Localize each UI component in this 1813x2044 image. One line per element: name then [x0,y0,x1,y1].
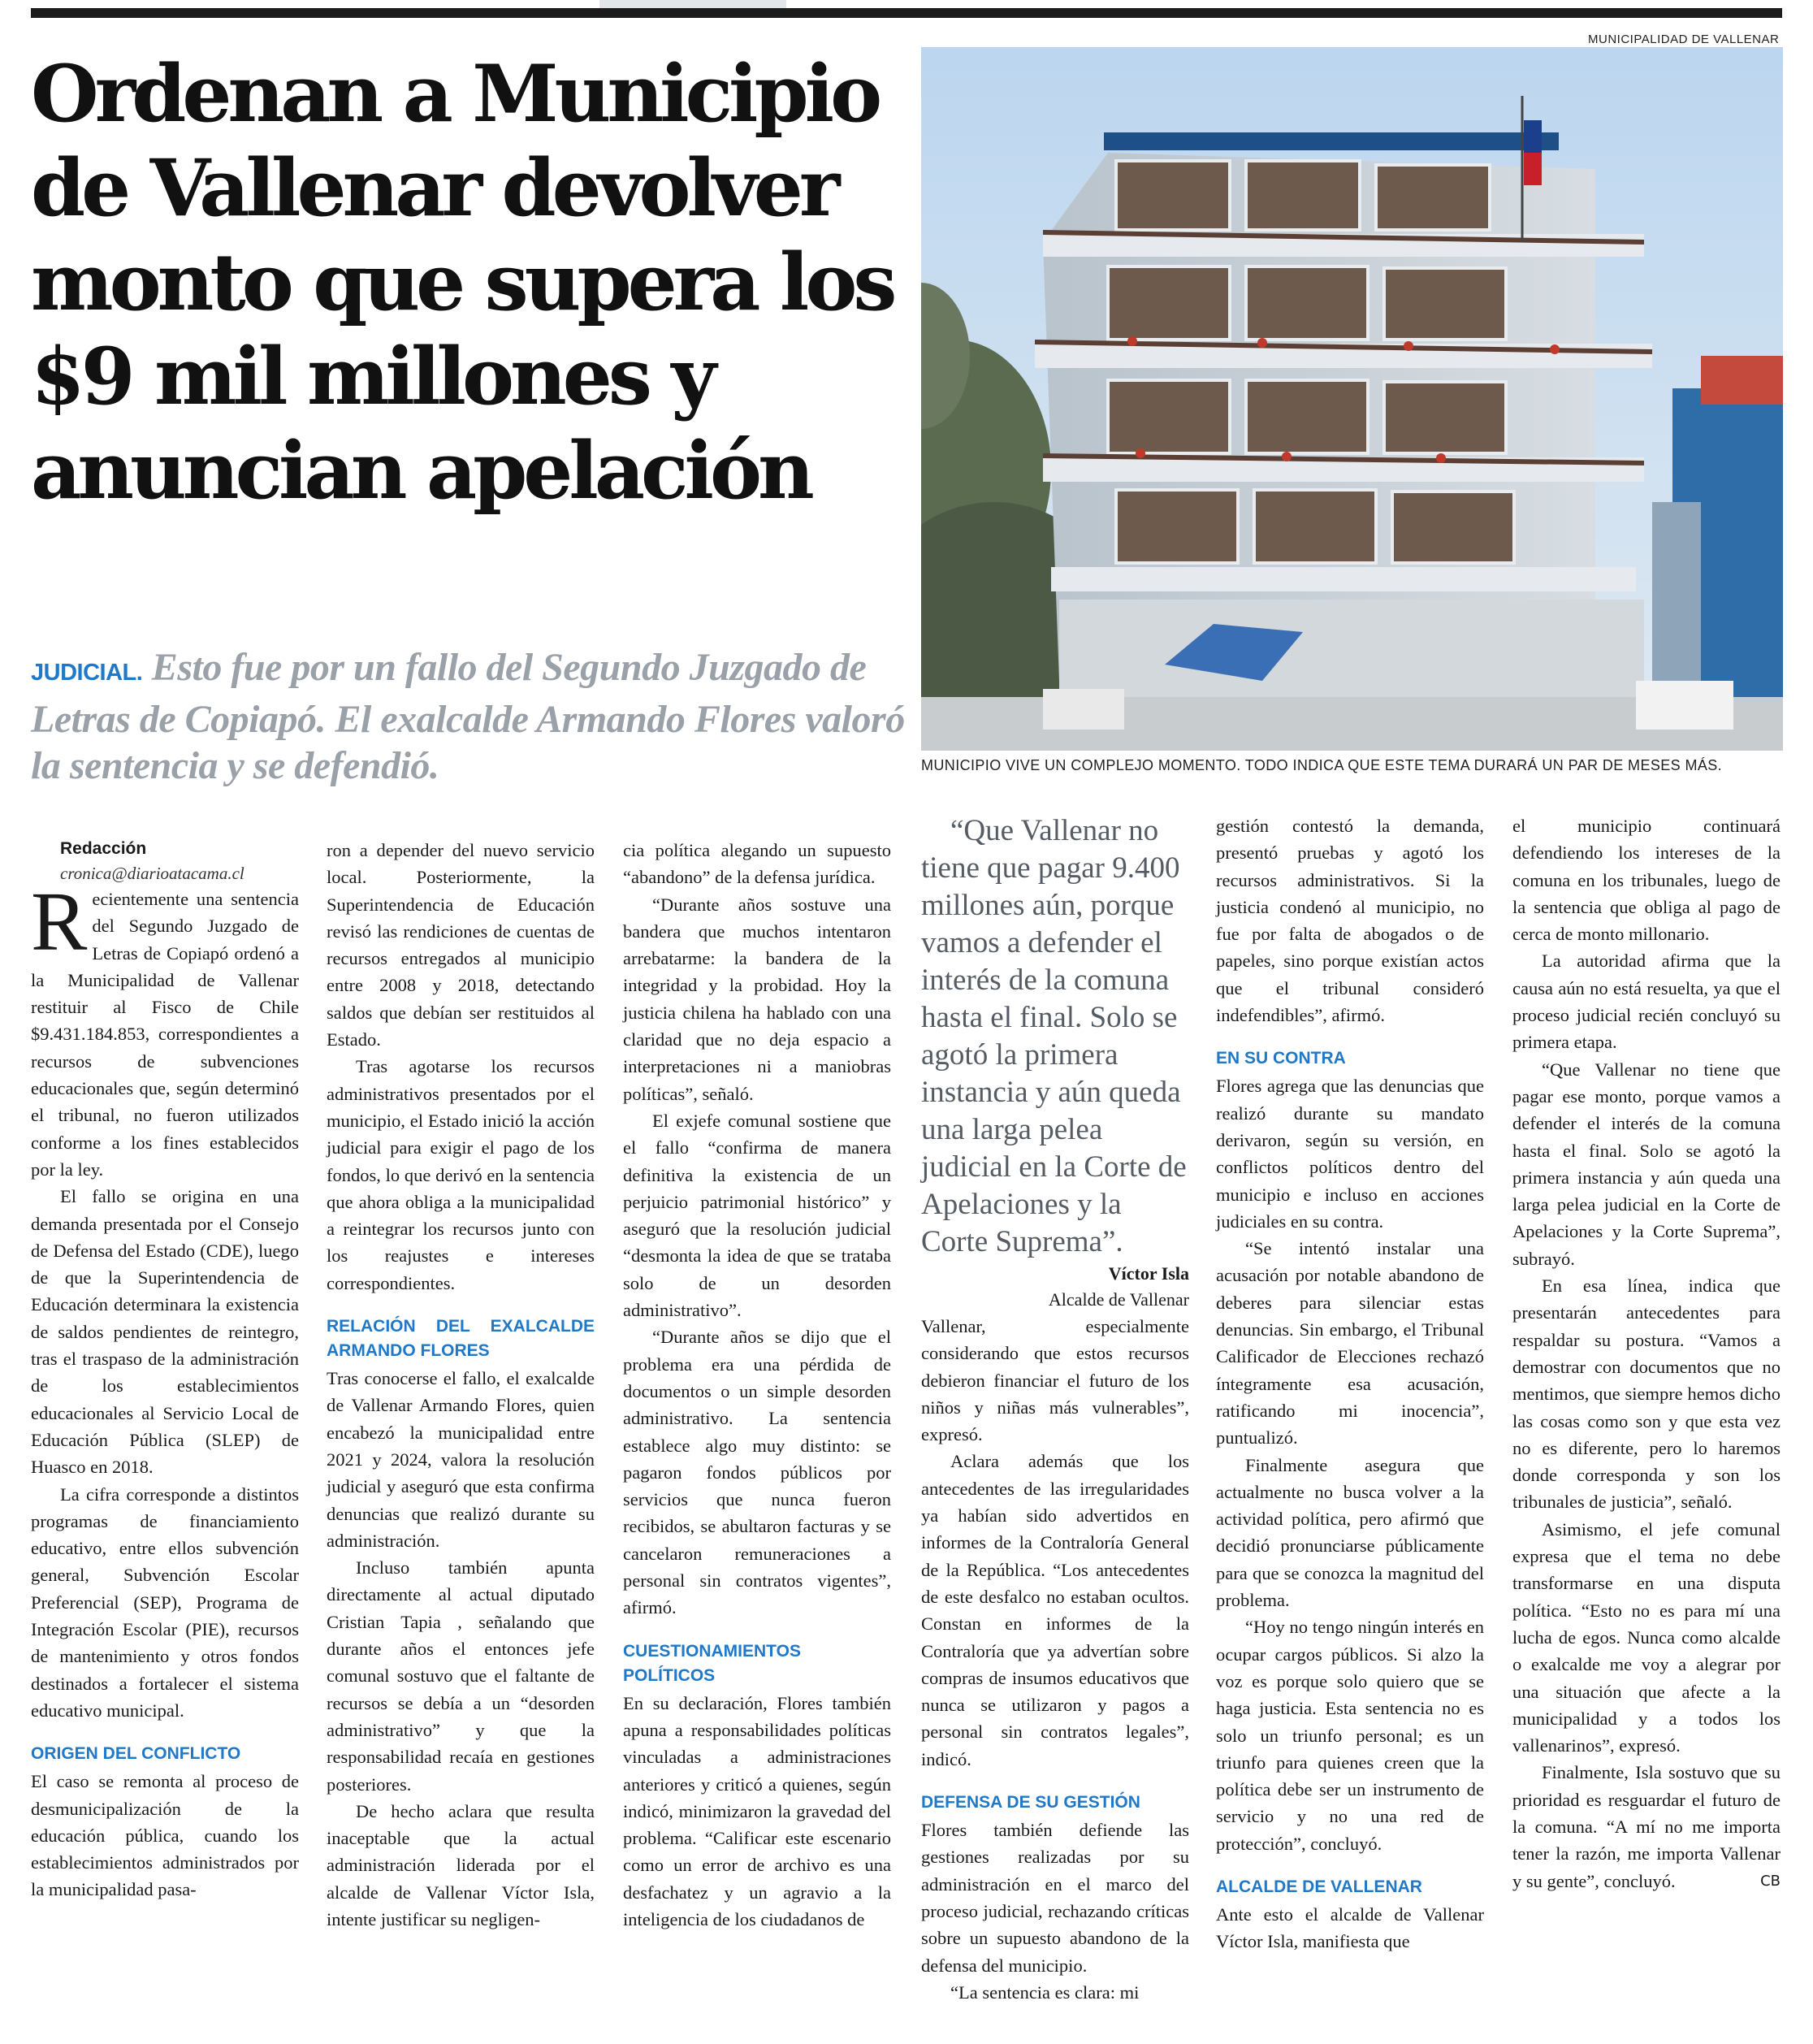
paragraph: El caso se remonta al proceso de desmunicipalización de la educación pública, cuando los establecimientos administrados por la municipalidad pasa- [31,1771,299,1900]
paragraph: Finalmente asegura que actualmente no busca volver a la actividad política, pero afirmó que decidió pronunciarse públicamente para que se conozca la magnitud del problema. [1216,1454,1484,1611]
byline-email: cronica@diarioatacama.cl [60,864,244,883]
subhead-en-su-contra: EN SU CONTRA [1216,1049,1346,1068]
photo-credit: MUNICIPALIDAD DE VALLENAR [1588,32,1780,46]
masthead-strip [599,0,786,8]
paragraph: ron a depender del nuevo servicio local. Posteriormente, la Superintendencia de Educación revisó las rendiciones de cuentas de recursos entregados al municipio entre 2008 y 2018, detectando saldos que debían ser restituidos al Estado. [327,840,595,1050]
paragraph: Vallenar, especialmente considerando que estos recursos debieron financiar el futuro de los niños y niñas más vulnerables”, expresó. [921,1316,1189,1445]
paragraph: “Que Vallenar no tiene que pagar ese monto, porque vamos a defender el interés de la comuna hasta el final. Solo se agotó la primera instancia y aún queda una larga pelea judicial en la Corte de Apelaciones y la Corte Suprema”, subrayó. [1512,1059,1781,1269]
top-rule [31,8,1782,18]
paragraph: “La sentencia es clara: mi [950,1981,1140,2003]
paragraph: El fallo se origina en una demanda presentada por el Consejo de Defensa del Estado (CDE), luego de que la Superintendencia de Educación determinara la existencia de saldos pendientes de reintegro, tras el traspaso de la administración de los establecimientos educacionales al Servicio Local de Educación Pública (SLEP) de Huasco en 2018. [31,1186,299,1478]
lead-paragraph: Recientemente una sentencia del Segundo Juzgado de Letras de Copiapó ordenó a la Municipalidad de Vallenar restituir al Fisco de Chile $9.431.184.853, correspondientes a recursos de subvenciones educacionales que, según determinó el tribunal, no fueron utilizados conforme a los fines establecidos por la ley. [31,875,299,1180]
pull-quote-role: Alcalde de Vallenar [1048,1289,1189,1310]
paragraph: Flores agrega que las denuncias que realizó durante su mandato derivaron, según su versión, en conflictos políticos dentro del municipio e incluso en acciones judiciales en su contra. [1216,1076,1484,1232]
paragraph: “Se intentó instalar una acusación por notable abandono de deberes para silenciar estas denuncias. Sin embargo, el Tribunal Calificador de Elecciones rechazó íntegramente esa acusación, ratificando mi inocencia”, puntualizó. [1216,1238,1484,1449]
paragraph: Aclara además que los antecedentes de las irregularidades ya habían sido advertidos en informes de la Contraloría General de la República. “Los antecedentes de este desfalco no estaban ocultos. Constan en informes de la Contraloría que ya advertían sobre compras de insumos educativos que nunca se utilizaron y pagos a personal sin contratos legales”, indicó. [921,1451,1189,1769]
paragraph: Ante esto el alcalde de Vallenar Víctor Isla, manifiesta que [1216,1903,1484,1952]
deck-kicker: JUDICIAL. [31,660,143,686]
paragraph: El exjefe comunal sostiene que el fallo “confirma de manera definitiva la existencia de un perjuicio patrimonial histórico” y aseguró que la resolución judicial “desmonta la idea de que se trataba solo de un desorden administrativo”. [623,1110,891,1321]
paragraph: Tras agotarse los recursos administrativos presentados por el municipio, el Estado inició la acción judicial para exigir el pago de los fondos, lo que derivó en la sentencia que ahora obliga a la municipalidad a reintegrar los recursos junto con los reajustes e intereses correspondientes. [327,1056,595,1293]
article-column-4 [921,812,1189,2006]
paragraph: “Durante años se dijo que el problema era una pérdida de documentos o un simple desorden administrativo. La sentencia establece algo muy distinto: se pagaron fondos públicos por servicios que nunca fueron recibidos, se abultaron facturas y se cancelaron remuneraciones a personal sin contratos vigentes”, afirmó. [623,1327,891,1618]
article-column-1 [31,837,299,1903]
municipal-building-photo [921,47,1783,751]
subhead-alcalde: ALCALDE DE VALLENAR [1216,1877,1422,1896]
paragraph: Flores también defiende las gestiones realizadas por su administración en el marco del proceso judicial, rechazando críticas sobre un supuesto abandono de la defensa del municipio. [921,1820,1189,1976]
photo-caption: MUNICIPIO VIVE UN COMPLEJO MOMENTO. TODO INDICA QUE ESTE TEMA DURARÁ UN PAR DE MESES MÁS. [921,757,1723,773]
paragraph: cia política alegando un supuesto “abandono” de la defensa jurídica. [623,840,891,888]
paragraph: En su declaración, Flores también apuna a responsabilidades políticas vinculadas a administraciones anteriores y criticó a quienes, según indicó, minimizaron la gravedad del problema. “Calificar este escenario como un error de archivo es una desfachatez y un agravio a la inteligencia de los ciudadanos de [623,1692,891,1929]
paragraph: Incluso también apunta directamente al actual diputado Cristian Tapia , señalando que durante años el entonces jefe comunal sostuvo que el faltante de recursos se debía a un “desorden administrativo” y que la responsabilidad recaía en gestiones posteriores. [327,1557,595,1795]
paragraph: “Hoy no tengo ningún interés en ocupar cargos públicos. Si alzo la voz es porque solo quiero que se haga justicia. Esta sentencia no es solo un triunfo personal; es un triunfo para quienes creen que la política debe ser un instrumento de servicio y no una red de protección”, concluyó. [1216,1617,1484,1854]
pull-quote-name: Víctor Isla [1108,1263,1189,1284]
deck [31,644,908,789]
paragraph: gestión contestó la demanda, presentó pruebas y agotó los recursos administrativos. Si la justicia condenó al municipio, no fue por falta de abogados o de papeles, sino porque existían actos que el tribunal consideró indefendibles”, afirmó. [1216,816,1484,1026]
pull-quote: “Que Vallenar no tiene que pagar 9.400 millones aún, porque vamos a defender el interés de la comuna hasta el final. Solo se agotó la primera instancia y aún queda una larga pelea judicial en la Corte de Apelaciones y la Corte Suprema”. [921,814,1187,1258]
subhead-defensa: DEFENSA DE SU GESTIÓN [921,1793,1140,1812]
end-mark: CB [1760,1872,1781,1890]
article-column-5 [1216,812,1484,1955]
paragraph: Tras conocerse el fallo, el exalcalde de Vallenar Armando Flores, quien encabezó la municipalidad entre 2021 y 2024, valora la resolución judicial y aseguró que esta confirma denuncias que realizó durante su administración. [327,1368,595,1551]
paragraph: Finalmente, Isla sostuvo que su prioridad es resguardar el futuro de la comuna. “A mí no me importa tener la razón, me importa Vallenar y su gente”, concluyó. CB [1512,1759,1781,1894]
article-column-3 [623,837,891,1933]
paragraph: De hecho aclara que resulta inaceptable que la actual administración liderada por el alcalde de Vallenar Víctor Isla, intente justificar su negligen- [327,1800,595,1929]
paragraph: “Durante años sostuve una bandera que muchos intentaron arrebatarme: la bandera de la integridad y la probidad. Hoy la justicia chilena ha hablado con una claridad que no deja espacio a interpretaciones ni a maniobras políticas”, señaló. [623,894,891,1104]
paragraph: La cifra corresponde a distintos programas de financiamiento educativo, entre ellos subvención general, Subvención Escolar Preferencial (SEP), Programa de Integración Escolar (PIE), recursos de mantenimiento y otros fondos destinados a fortalecer el sistema educativo municipal. [31,1483,299,1721]
article-column-2 [327,837,595,1933]
drop-cap: R [31,875,88,968]
paragraph: La autoridad afirma que la causa aún no está resuelta, ya que el proceso judicial recién concluyó su primera etapa. [1512,951,1781,1053]
subhead-relacion: RELACIÓN DEL EXALCALDE ARMANDO FLORES [327,1317,595,1361]
article-column-6 [1512,812,1781,1895]
paragraph: el municipio continuará defendiendo los intereses de la comuna en los tribunales, luego de la sentencia que obliga al pago de cerca de monto millonario. [1512,816,1781,945]
subhead-cuestionamientos: CUESTIONAMIENTOS POLÍTICOS [623,1641,801,1685]
paragraph: En esa línea, indica que presentarán antecedentes para respaldar su postura. “Vamos a demostrar con documentos que no mentimos, que siempre hemos dicho las cosas como son y que esta vez no es diferente, pero lo haremos donde corresponda y son los tribunales de justicia”, señaló. [1512,1275,1781,1513]
byline-author: Redacción [60,839,147,858]
deck-text: Esto fue por un fallo del Segundo Juzgado de Letras de Copiapó. El exalcalde Armando Flores valoró la sentencia y se defendió. [31,646,905,787]
headline: Ordenan a Municipio de Vallenar devolver monto que supera los $9 mil millones y anuncian apelación [31,48,894,517]
paragraph: Asimismo, el jefe comunal expresa que el tema no debe transformarse en una disputa política. “Esto no es para mí una lucha de egos. Nunca como alcalde o exalcalde me voy a alegrar por una situación que afecte a la municipalidad y a todos los vallenarinos”, expresó. [1512,1518,1781,1756]
subhead-origen: ORIGEN DEL CONFLICTO [31,1744,241,1764]
